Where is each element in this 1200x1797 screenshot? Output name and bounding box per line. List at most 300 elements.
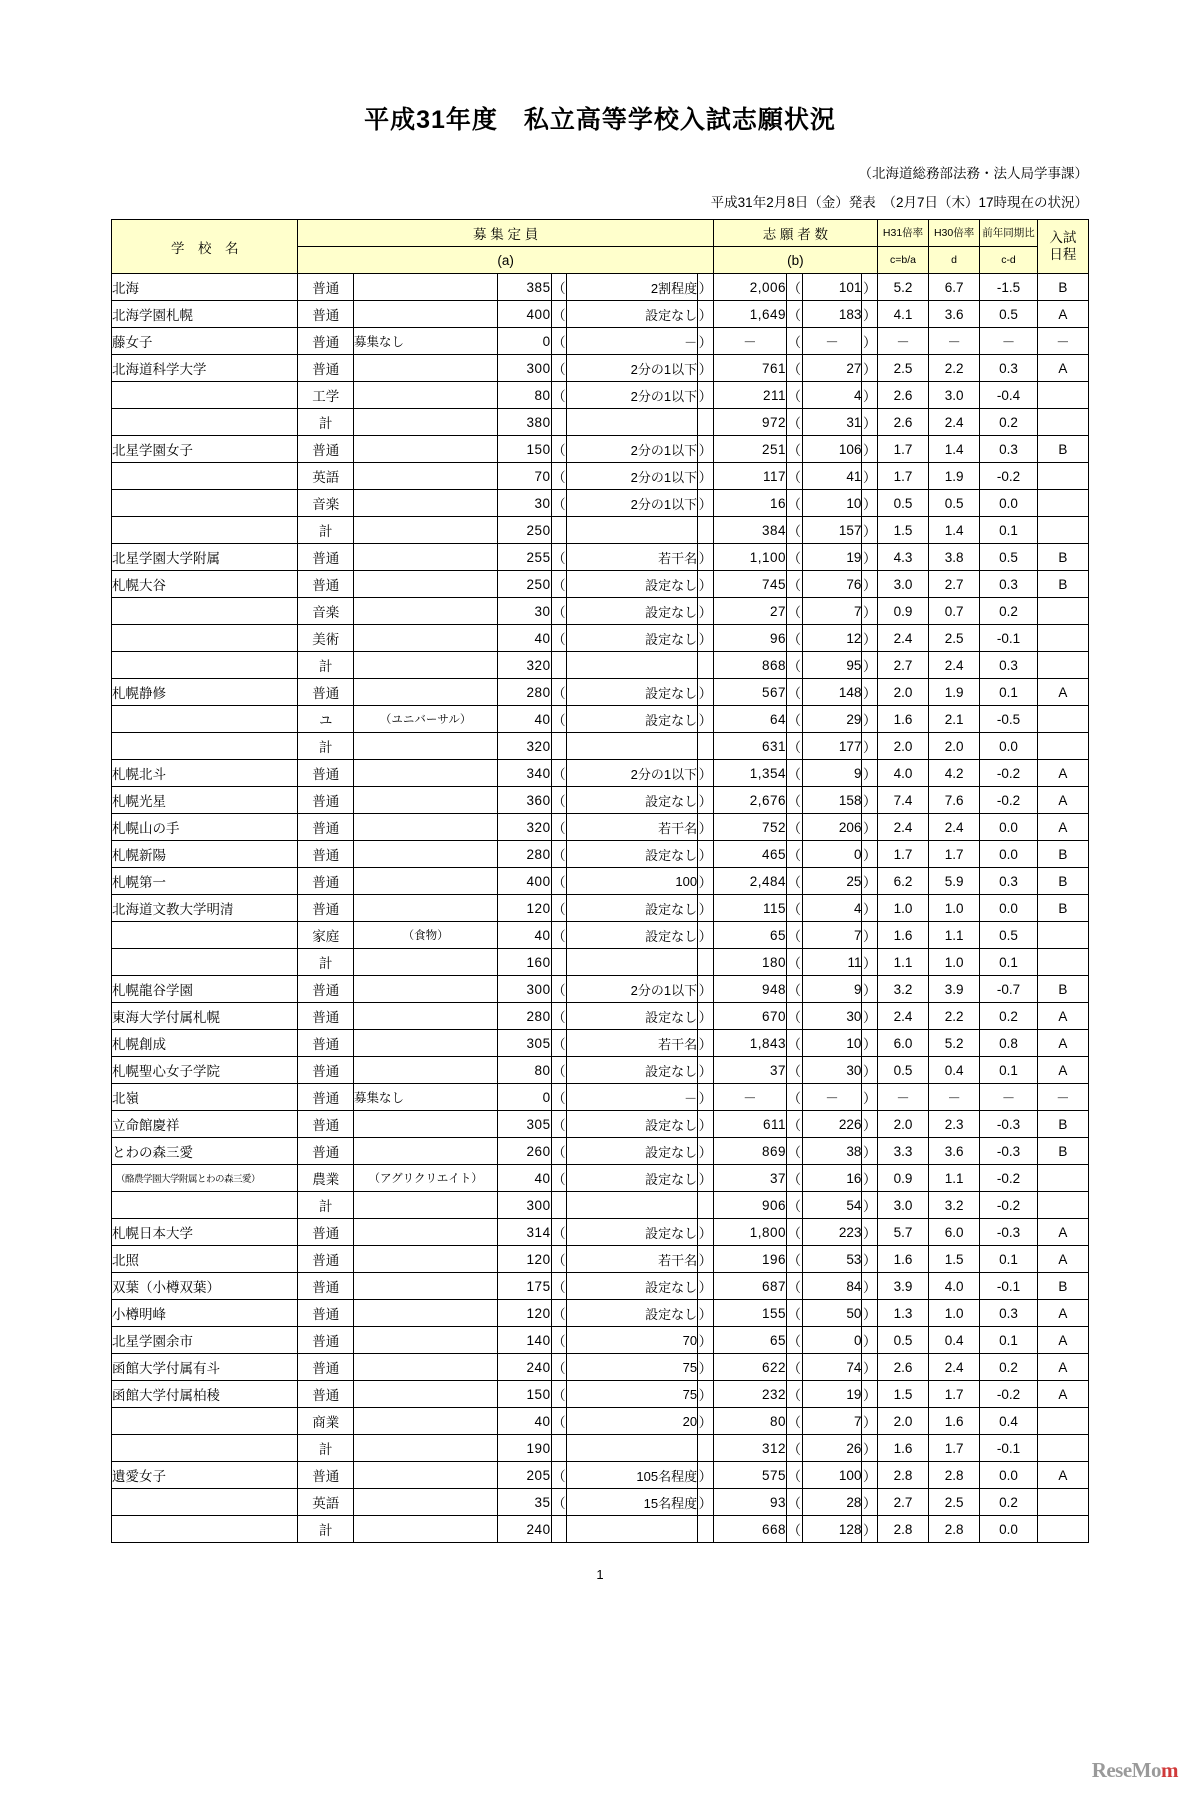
cell-school-name: 北星学園大学附属 [112,544,298,571]
cell-quota: 250 [498,517,551,544]
cell-ratio-h31: 3.2 [878,976,929,1003]
cell-ratio-h31: 3.0 [878,1192,929,1219]
cell-applicants: 1,354 [713,760,786,787]
cell-paren-open-quota [551,652,567,679]
cell-course: 農業 [298,1165,354,1192]
cell-applicants: 465 [713,841,786,868]
cell-schedule [1037,463,1088,490]
cell-paren-open-quota: （ [551,868,567,895]
document-page [0,100,1200,1797]
cell-ratio-diff: 0.0 [980,841,1038,868]
cell-paren-open-quota: （ [551,976,567,1003]
cell-quota-note [567,409,698,436]
cell-ratio-diff: 0.2 [980,409,1038,436]
cell-paren-open-quota: （ [551,1408,567,1435]
cell-applicants: 16 [713,490,786,517]
cell-course-note [353,301,497,328]
cell-ratio-h30: 2.8 [929,1462,980,1489]
cell-ratio-diff: -0.2 [980,760,1038,787]
cell-course: 美術 [298,625,354,652]
cell-schedule [1037,409,1088,436]
cell-course-note [353,1327,497,1354]
cell-ratio-h30: 2.1 [929,706,980,733]
cell-paren-close-app: ） [862,1003,878,1030]
header-ratio30: H30倍率 [929,220,980,247]
table-row [112,382,1089,409]
cell-course: 計 [298,733,354,760]
cell-ratio-diff: -0.1 [980,625,1038,652]
cell-ratio-h30: 1.0 [929,895,980,922]
cell-quota: 0 [498,1084,551,1111]
cell-ratio-diff: 0.1 [980,517,1038,544]
cell-school-name: 北星学園余市 [112,1327,298,1354]
cell-quota: 140 [498,1327,551,1354]
cell-paren-open-app: （ [786,733,802,760]
cell-schedule: A [1037,301,1088,328]
cell-quota-note: 設定なし [567,922,698,949]
cell-quota-note: 若干名 [567,1030,698,1057]
cell-paren-open-app: （ [786,1138,802,1165]
cell-paren-open-quota: （ [551,301,567,328]
cell-paren-open-quota: （ [551,1381,567,1408]
cell-applicants: 622 [713,1354,786,1381]
cell-applicants-sub: 100 [802,1462,862,1489]
cell-paren-open-quota [551,1435,567,1462]
cell-paren-open-app: （ [786,436,802,463]
header-applicants [713,220,877,247]
header-schedule-line2: 日程 [1049,246,1077,262]
cell-paren-open-quota: （ [551,544,567,571]
cell-paren-open-quota: （ [551,841,567,868]
cell-paren-open-app: （ [786,328,802,355]
cell-quota-note: 設定なし [567,598,698,625]
table-row [112,517,1089,544]
cell-applicants: 155 [713,1300,786,1327]
cell-paren-open-quota: （ [551,598,567,625]
cell-course: 普通 [298,841,354,868]
cell-school-name: 北星学園女子 [112,436,298,463]
cell-course: 普通 [298,814,354,841]
cell-course: 普通 [298,976,354,1003]
cell-course-note [353,895,497,922]
cell-paren-open-app: （ [786,598,802,625]
cell-schedule: A [1037,1057,1088,1084]
cell-school-name: 札幌新陽 [112,841,298,868]
cell-paren-open-quota: （ [551,1084,567,1111]
cell-ratio-h31: 2.5 [878,355,929,382]
cell-quota-note [567,1192,698,1219]
cell-ratio-h31: 2.0 [878,679,929,706]
cell-paren-close-quota: ） [698,436,714,463]
cell-quota: 190 [498,1435,551,1462]
cell-ratio-h31: 2.4 [878,814,929,841]
page-number: 1 [596,1567,604,1582]
cell-ratio-h30: 1.9 [929,679,980,706]
cell-ratio-h30: 3.8 [929,544,980,571]
cell-ratio-h30: 2.8 [929,1516,980,1543]
cell-paren-close-quota: ） [698,571,714,598]
table-row [112,1219,1089,1246]
cell-applicants-sub: 0 [802,1327,862,1354]
cell-paren-close-app: ） [862,1354,878,1381]
cell-paren-close-quota: ） [698,760,714,787]
cell-ratio-h31: 1.7 [878,436,929,463]
cell-course-note [353,679,497,706]
table-row [112,1165,1089,1192]
cell-paren-close-app: ） [862,652,878,679]
cell-paren-close-quota: ） [698,625,714,652]
cell-schedule: A [1037,355,1088,382]
cell-ratio-diff: 0.0 [980,1516,1038,1543]
cell-course-note [353,463,497,490]
cell-quota-note: 設定なし [567,571,698,598]
cell-course: 計 [298,949,354,976]
cell-school-name: 立命館慶祥 [112,1111,298,1138]
cell-school-name: 遺愛女子 [112,1462,298,1489]
cell-paren-open-quota: （ [551,1030,567,1057]
cell-ratio-diff: － [980,1084,1038,1111]
cell-quota: 300 [498,1192,551,1219]
cell-paren-open-quota [551,517,567,544]
cell-schedule [1037,382,1088,409]
cell-paren-close-app: ） [862,733,878,760]
cell-course-note [353,1516,497,1543]
header-ratio31-sub: c=b/a [878,247,929,274]
cell-school-name [112,949,298,976]
cell-course: 普通 [298,1084,354,1111]
cell-ratio-h31: 0.5 [878,1327,929,1354]
cell-ratio-h31: 4.0 [878,760,929,787]
cell-ratio-h30: 1.9 [929,463,980,490]
cell-quota: 175 [498,1273,551,1300]
table-row [112,1057,1089,1084]
cell-quota-note: 設定なし [567,841,698,868]
cell-ratio-h31: 1.1 [878,949,929,976]
cell-schedule: － [1037,1084,1088,1111]
cell-course: 普通 [298,1273,354,1300]
cell-paren-close-app: ） [862,571,878,598]
cell-quota: 160 [498,949,551,976]
cell-quota: 120 [498,1300,551,1327]
cell-paren-close-quota: ） [698,679,714,706]
table-row [112,760,1089,787]
table-row [112,1300,1089,1327]
cell-course-note [353,1489,497,1516]
cell-paren-close-app: ） [862,490,878,517]
cell-quota: 30 [498,490,551,517]
table-row [112,1192,1089,1219]
cell-school-name: 藤女子 [112,328,298,355]
cell-paren-close-quota [698,517,714,544]
cell-school-name [112,733,298,760]
cell-applicants-sub: 27 [802,355,862,382]
cell-school-name [112,1408,298,1435]
table-row [112,1084,1089,1111]
cell-ratio-h31: 5.7 [878,1219,929,1246]
cell-paren-open-quota: （ [551,1273,567,1300]
cell-quota: 320 [498,733,551,760]
cell-paren-close-quota: ） [698,1300,714,1327]
cell-ratio-h30: 2.4 [929,1354,980,1381]
cell-ratio-h31: 2.7 [878,1489,929,1516]
cell-course-note [353,1030,497,1057]
cell-applicants-sub: 19 [802,544,862,571]
cell-ratio-h31: 2.6 [878,409,929,436]
cell-paren-close-quota [698,1516,714,1543]
cell-paren-close-quota: ） [698,1354,714,1381]
cell-course: 計 [298,652,354,679]
cell-paren-open-app: （ [786,922,802,949]
cell-paren-close-app: ） [862,1111,878,1138]
cell-paren-close-quota: ） [698,463,714,490]
cell-applicants: 631 [713,733,786,760]
cell-quota: 255 [498,544,551,571]
cell-paren-close-app: ） [862,382,878,409]
cell-applicants: 2,676 [713,787,786,814]
cell-applicants: 27 [713,598,786,625]
cell-paren-close-app: ） [862,517,878,544]
cell-applicants-sub: 16 [802,1165,862,1192]
cell-paren-close-quota: ） [698,1030,714,1057]
cell-paren-open-quota: （ [551,328,567,355]
cell-paren-close-quota: ） [698,490,714,517]
cell-ratio-h30: 1.4 [929,517,980,544]
cell-course: 普通 [298,1381,354,1408]
cell-course-note [353,1381,497,1408]
cell-ratio-h31: 2.0 [878,1111,929,1138]
cell-quota-note: 設定なし [567,895,698,922]
cell-course: 普通 [298,436,354,463]
cell-paren-open-quota: （ [551,1354,567,1381]
cell-quota: 320 [498,652,551,679]
cell-quota: 260 [498,1138,551,1165]
cell-quota-note: － [567,1084,698,1111]
cell-quota-note: 設定なし [567,1300,698,1327]
cell-ratio-h30: 5.2 [929,1030,980,1057]
cell-course-note [353,976,497,1003]
cell-quota: 240 [498,1516,551,1543]
cell-ratio-h31: 4.1 [878,301,929,328]
cell-quota-note: 設定なし [567,1165,698,1192]
cell-schedule: A [1037,1219,1088,1246]
cell-ratio-h31: 0.5 [878,490,929,517]
cell-paren-close-quota: ） [698,1057,714,1084]
cell-applicants: 312 [713,1435,786,1462]
cell-applicants: 1,800 [713,1219,786,1246]
cell-course: 商業 [298,1408,354,1435]
cell-quota: 314 [498,1219,551,1246]
cell-school-name [112,922,298,949]
cell-course: 普通 [298,1327,354,1354]
cell-paren-open-app: （ [786,490,802,517]
cell-school-name: 札幌創成 [112,1030,298,1057]
cell-quota: 385 [498,274,551,301]
cell-course-note: （ユニバーサル） [353,706,497,733]
cell-course-note [353,1003,497,1030]
cell-paren-close-app: ） [862,868,878,895]
cell-ratio-h30: 1.6 [929,1408,980,1435]
cell-quota-note: 75 [567,1354,698,1381]
cell-quota: 300 [498,976,551,1003]
header-diff-sub: c-d [980,247,1038,274]
cell-ratio-h31: 1.3 [878,1300,929,1327]
cell-applicants-sub: 50 [802,1300,862,1327]
cell-course-note [353,1354,497,1381]
cell-schedule [1037,625,1088,652]
cell-applicants-sub: 74 [802,1354,862,1381]
cell-applicants: 65 [713,922,786,949]
cell-course: 普通 [298,1219,354,1246]
cell-quota: 40 [498,922,551,949]
cell-ratio-diff: 0.1 [980,949,1038,976]
cell-applicants: － [713,328,786,355]
cell-schedule [1037,652,1088,679]
cell-applicants: 687 [713,1273,786,1300]
cell-paren-open-app: （ [786,787,802,814]
cell-ratio-diff: 0.5 [980,544,1038,571]
cell-course: ユ [298,706,354,733]
cell-paren-open-app: （ [786,679,802,706]
cell-quota-note: 2分の1以下 [567,382,698,409]
cell-school-name: とわの森三愛 [112,1138,298,1165]
cell-schedule [1037,1516,1088,1543]
cell-quota: 305 [498,1111,551,1138]
cell-quota-note: 2分の1以下 [567,490,698,517]
cell-applicants-sub: 95 [802,652,862,679]
cell-paren-close-app: ） [862,949,878,976]
cell-quota: 70 [498,463,551,490]
cell-paren-close-app: ） [862,706,878,733]
cell-paren-open-quota: （ [551,1111,567,1138]
cell-paren-close-app: ） [862,1219,878,1246]
cell-paren-close-quota [698,733,714,760]
cell-ratio-diff: -0.4 [980,382,1038,409]
table-row [112,409,1089,436]
cell-ratio-diff: 0.0 [980,1462,1038,1489]
cell-applicants-sub: 106 [802,436,862,463]
cell-applicants: 567 [713,679,786,706]
cell-school-name: 札幌静修 [112,679,298,706]
cell-paren-open-quota: （ [551,814,567,841]
cell-ratio-h30: 0.4 [929,1327,980,1354]
cell-ratio-h31: 1.7 [878,841,929,868]
cell-course-note [353,382,497,409]
cell-paren-close-quota: ） [698,274,714,301]
cell-paren-open-app: （ [786,517,802,544]
cell-paren-close-app: ） [862,1030,878,1057]
table-row [112,706,1089,733]
cell-paren-open-app: （ [786,976,802,1003]
cell-course: 普通 [298,868,354,895]
cell-quota-note: 設定なし [567,787,698,814]
cell-school-name [112,490,298,517]
cell-ratio-h30: 1.7 [929,1435,980,1462]
cell-ratio-diff: -0.1 [980,1435,1038,1462]
cell-ratio-diff: 0.4 [980,1408,1038,1435]
cell-paren-open-quota: （ [551,274,567,301]
cell-paren-close-quota [698,652,714,679]
cell-ratio-h30: 1.7 [929,1381,980,1408]
cell-applicants: 611 [713,1111,786,1138]
cell-school-name [112,1516,298,1543]
cell-schedule: A [1037,1003,1088,1030]
cell-applicants: 668 [713,1516,786,1543]
cell-course: 普通 [298,274,354,301]
cell-paren-open-app: （ [786,625,802,652]
cell-schedule [1037,922,1088,949]
cell-paren-open-app: （ [786,463,802,490]
cell-applicants: 180 [713,949,786,976]
cell-school-name [112,625,298,652]
cell-applicants-sub: 183 [802,301,862,328]
cell-ratio-h31: 1.7 [878,463,929,490]
cell-paren-close-quota: ） [698,1408,714,1435]
cell-paren-close-quota: ） [698,976,714,1003]
cell-applicants-sub: 4 [802,382,862,409]
cell-ratio-diff: -0.5 [980,706,1038,733]
header-ratio31: H31倍率 [878,220,929,247]
cell-course-note [353,436,497,463]
cell-ratio-diff: 0.3 [980,868,1038,895]
cell-applicants-sub: － [802,1084,862,1111]
cell-ratio-h31: 6.0 [878,1030,929,1057]
cell-school-name: 北海道文教大学明清 [112,895,298,922]
cell-course: 音楽 [298,598,354,625]
table-row [112,895,1089,922]
cell-paren-open-app: （ [786,652,802,679]
cell-quota: 240 [498,1354,551,1381]
cell-paren-close-app: ） [862,301,878,328]
cell-applicants: 64 [713,706,786,733]
table-row [112,1138,1089,1165]
cell-applicants-sub: 101 [802,274,862,301]
table-body [112,274,1089,1543]
cell-paren-close-app: ） [862,787,878,814]
cell-paren-open-app: （ [786,814,802,841]
cell-paren-close-quota [698,949,714,976]
cell-course: 計 [298,409,354,436]
table-row [112,679,1089,706]
cell-ratio-h31: 3.0 [878,571,929,598]
cell-paren-open-app: （ [786,1354,802,1381]
cell-quota-note: 2分の1以下 [567,436,698,463]
cell-ratio-h31: 0.9 [878,1165,929,1192]
cell-paren-open-app: （ [786,1408,802,1435]
cell-paren-close-app: ） [862,1273,878,1300]
cell-ratio-diff: -0.2 [980,1381,1038,1408]
cell-ratio-h30: 6.0 [929,1219,980,1246]
cell-quota: 205 [498,1462,551,1489]
cell-quota-note: 20 [567,1408,698,1435]
table-row [112,328,1089,355]
cell-paren-close-quota: ） [698,1003,714,1030]
table-row [112,1516,1089,1543]
dateline: 平成31年2月8日（金）発表 （2月7日（木）17時現在の状況） [710,195,1088,210]
cell-course-note [353,517,497,544]
cell-ratio-h30: 0.5 [929,490,980,517]
cell-ratio-h31: 2.8 [878,1516,929,1543]
cell-quota: 400 [498,301,551,328]
cell-paren-close-quota: ） [698,355,714,382]
cell-schedule: A [1037,679,1088,706]
cell-paren-open-quota: （ [551,355,567,382]
cell-paren-open-quota [551,733,567,760]
cell-quota-note [567,949,698,976]
cell-course: 普通 [298,328,354,355]
cell-quota: 40 [498,1165,551,1192]
cell-applicants-sub: 10 [802,490,862,517]
cell-applicants: 1,649 [713,301,786,328]
